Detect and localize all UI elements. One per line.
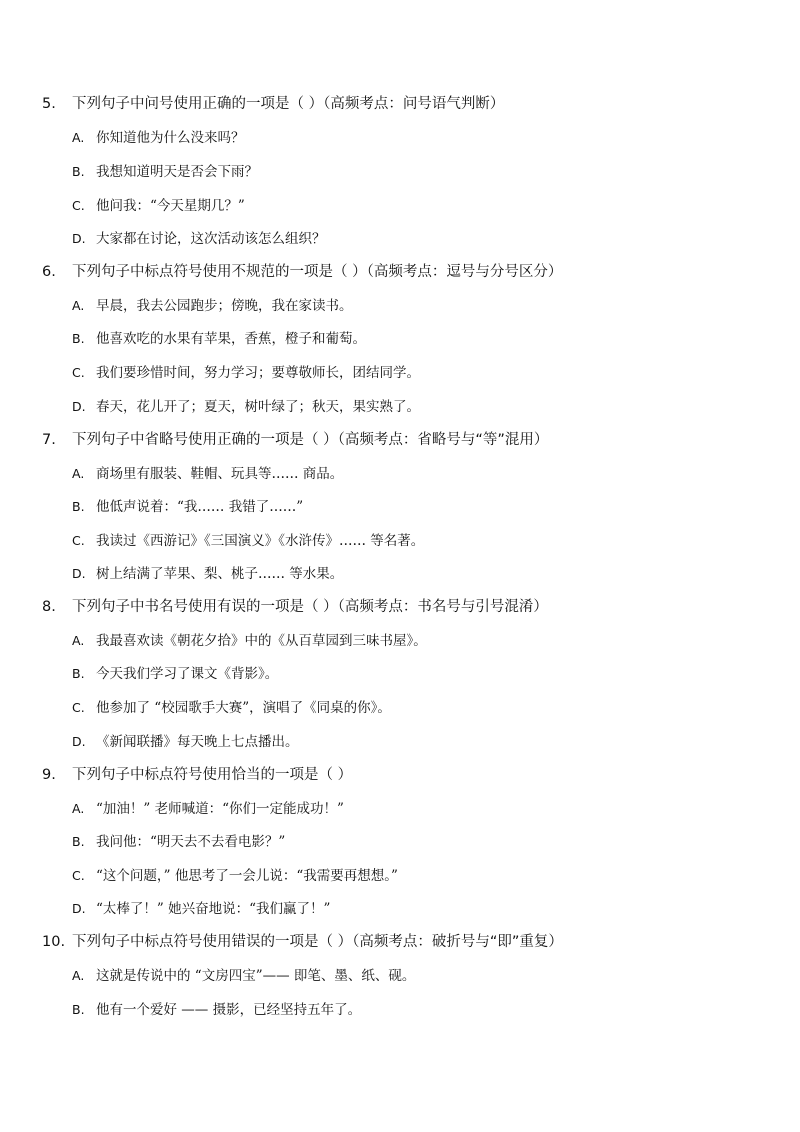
question-text: 下列句子中标点符号使用不规范的一项是（ ）（高频考点：逗号与分号区分）: [72, 264, 563, 280]
question-number: 7.: [42, 432, 56, 448]
option-c: [72, 196, 245, 216]
option-a: [72, 296, 353, 316]
option-d: [72, 564, 343, 584]
option-text: 这就是传说中的 “文房四宝”—— 即笔、墨、纸、砚。: [96, 968, 416, 984]
option-a: [72, 799, 344, 819]
option-letter: A.: [72, 298, 85, 313]
option-b: [72, 162, 258, 182]
option-letter: B.: [72, 1002, 85, 1017]
option-text: “太棒了！” 她兴奋地说：“我们赢了！”: [96, 901, 331, 917]
option-text: 我们要珍惜时间，努力学习；要尊敬师长，团结同学。: [96, 365, 420, 381]
option-letter: B.: [72, 834, 85, 849]
question-text: 下列句子中书名号使用有误的一项是（ ）（高频考点：书名号与引号混淆）: [72, 599, 548, 615]
option-text: 我读过《西游记》《三国演义》《水浒传》…… 等名著。: [96, 533, 425, 549]
option-letter: B.: [72, 164, 85, 179]
question-stem: [42, 932, 563, 952]
option-letter: C.: [72, 700, 85, 715]
option-text: 树上结满了苹果、梨、桃子…… 等水果。: [96, 566, 344, 582]
option-b: [72, 832, 285, 852]
option-text: 今天我们学习了课文《背影》。: [96, 666, 279, 682]
option-c: [72, 698, 391, 718]
option-letter: B.: [72, 331, 85, 346]
option-letter: A.: [72, 968, 85, 983]
question-stem: [42, 94, 504, 114]
option-text: 他喜欢吃的水果有苹果，香蕉，橙子和葡萄。: [96, 331, 366, 347]
option-text: 他低声说着：“我…… 我错了……”: [96, 499, 304, 515]
option-text: 他参加了 “校园歌手大赛”，演唱了《同桌的你》。: [96, 700, 391, 716]
option-letter: A.: [72, 633, 85, 648]
option-letter: C.: [72, 533, 85, 548]
question-stem: [42, 765, 352, 785]
option-letter: D.: [72, 231, 86, 246]
option-text: 他有一个爱好 —— 摄影，已经坚持五年了。: [96, 1002, 362, 1018]
option-text: 早晨，我去公园跑步；傍晚，我在家读书。: [96, 298, 353, 314]
option-letter: C.: [72, 868, 85, 883]
option-letter: D.: [72, 399, 86, 414]
option-text: “这个问题，” 他思考了一会儿说：“我需要再想想。”: [96, 868, 398, 884]
option-text: 大家都在讨论，这次活动该怎么组织？: [96, 231, 326, 247]
option-d: [72, 229, 326, 249]
option-a: [72, 128, 245, 148]
option-letter: B.: [72, 499, 85, 514]
question-text: 下列句子中省略号使用正确的一项是（ ）（高频考点：省略号与“等”混用）: [72, 432, 549, 448]
question-number: 10.: [42, 934, 66, 950]
option-letter: A.: [72, 130, 85, 145]
option-a: [72, 631, 427, 651]
question-stem: [42, 430, 548, 450]
option-b: [72, 497, 303, 517]
question-stem: [42, 597, 548, 617]
option-text: 他问我：“今天星期几？”: [96, 198, 245, 214]
question-number: 6.: [42, 264, 56, 280]
option-letter: D.: [72, 734, 86, 749]
option-letter: C.: [72, 365, 85, 380]
option-c: [72, 531, 424, 551]
option-b: [72, 329, 366, 349]
option-text: 春天，花儿开了；夏天，树叶绿了；秋天，果实熟了。: [96, 399, 420, 415]
option-c: [72, 363, 420, 383]
option-d: [72, 732, 299, 752]
option-text: 商场里有服装、鞋帽、玩具等…… 商品。: [96, 466, 344, 482]
question-number: 9.: [42, 767, 56, 783]
question-number: 5.: [42, 96, 56, 112]
option-text: 我问他：“明天去不去看电影？”: [96, 834, 286, 850]
option-b: [72, 1000, 361, 1020]
option-text: “加油！” 老师喊道：“你们一定能成功！”: [96, 801, 344, 817]
question-number: 8.: [42, 599, 56, 615]
option-d: [72, 397, 420, 417]
option-letter: D.: [72, 566, 86, 581]
option-a: [72, 966, 415, 986]
option-letter: B.: [72, 666, 85, 681]
option-text: 我想知道明天是否会下雨？: [96, 164, 258, 180]
option-text: 我最喜欢读《朝花夕拾》中的《从百草园到三味书屋》。: [96, 633, 427, 649]
question-text: 下列句子中问号使用正确的一项是（ ）（高频考点：问号语气判断）: [72, 96, 505, 112]
question-stem: [42, 262, 562, 282]
option-letter: C.: [72, 198, 85, 213]
option-a: [72, 464, 343, 484]
option-c: [72, 866, 398, 886]
option-letter: A.: [72, 801, 85, 816]
option-letter: D.: [72, 901, 86, 916]
question-text: 下列句子中标点符号使用错误的一项是（ ）（高频考点：破折号与“即”重复）: [72, 934, 563, 950]
option-text: 你知道他为什么没来吗？: [96, 130, 245, 146]
option-text: 《新闻联播》每天晚上七点播出。: [96, 734, 299, 750]
option-d: [72, 899, 330, 919]
option-b: [72, 664, 278, 684]
option-letter: A.: [72, 466, 85, 481]
question-text: 下列句子中标点符号使用恰当的一项是（ ）: [72, 767, 353, 783]
